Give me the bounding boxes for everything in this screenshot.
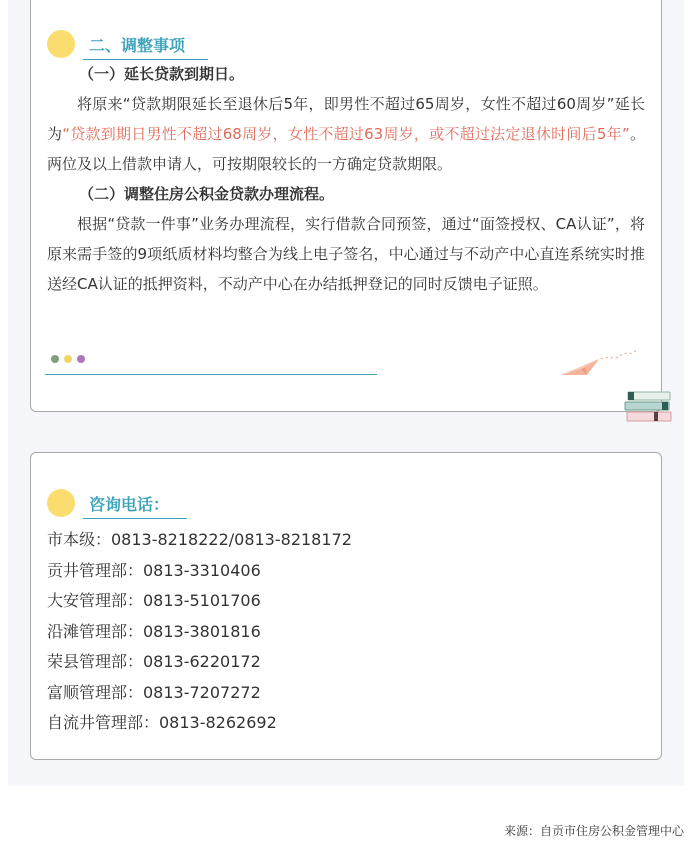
heading-dot-icon [47,30,75,58]
phone-line: 沿滩管理部：0813-3801816 [47,621,261,641]
paper-plane-icon [559,345,643,381]
phone-line: 自流井管理部：0813-8262692 [47,713,277,732]
subsection-title-1: （一）延长贷款到期日。 [79,65,245,83]
phone-line: 荣县管理部：0813-6220172 [47,652,261,671]
contact-title: 咨询电话： [89,495,170,514]
green-dot-icon [51,355,59,363]
phone-list [47,525,352,739]
paragraph-1-text: 将原来“贷款期限延长至退休后5年，即男性不超过65周岁，女性不超过60周岁”延长为 [47,95,645,143]
divider-line [45,374,377,375]
phone-line: 贡井管理部：0813-3310406 [47,560,261,580]
paragraph-1 [47,89,645,179]
paragraph-2: 根据“贷款一件事”业务办理流程，实行借款合同预签，通过“面签授权、CA认证”，将原来需手签的9项纸质材料均整合为线上电子签名，中心通过与不动产中心直连系统实时推送经CA认证的抵押资料，不动产中心在办结抵押登记的同时反馈电子证照。 [47,215,645,293]
yellow-dot-icon [64,355,72,363]
adjustments-card [30,0,662,412]
subsection-title-2: （二）调整住房公积金贷款办理流程。 [79,185,335,203]
phone-line: 大安管理部：0813-5101706 [47,591,261,610]
highlighted-text: “贷款到期日男性不超过68周岁，女性不超过63周岁，或不超过法定退休时间后5年” [62,125,630,143]
book-stack-icon [624,390,674,424]
paragraph-1-text-end: 。两位及以上借款申请人，可按期限较长的一方确定贷款期限。 [47,125,645,173]
phone-line: 市本级：0813-8218222/0813-8218172 [47,530,352,549]
section-body [47,59,645,299]
heading-dot-icon [47,489,75,517]
phone-line: 富顺管理部：0813-7207272 [47,682,261,702]
source-credit: 来源：自贡市住房公积金管理中心 [503,824,684,838]
contact-card [30,452,662,760]
purple-dot-icon [77,355,85,363]
heading-underline [83,518,187,519]
section-title: 二、调整事项 [89,36,186,55]
